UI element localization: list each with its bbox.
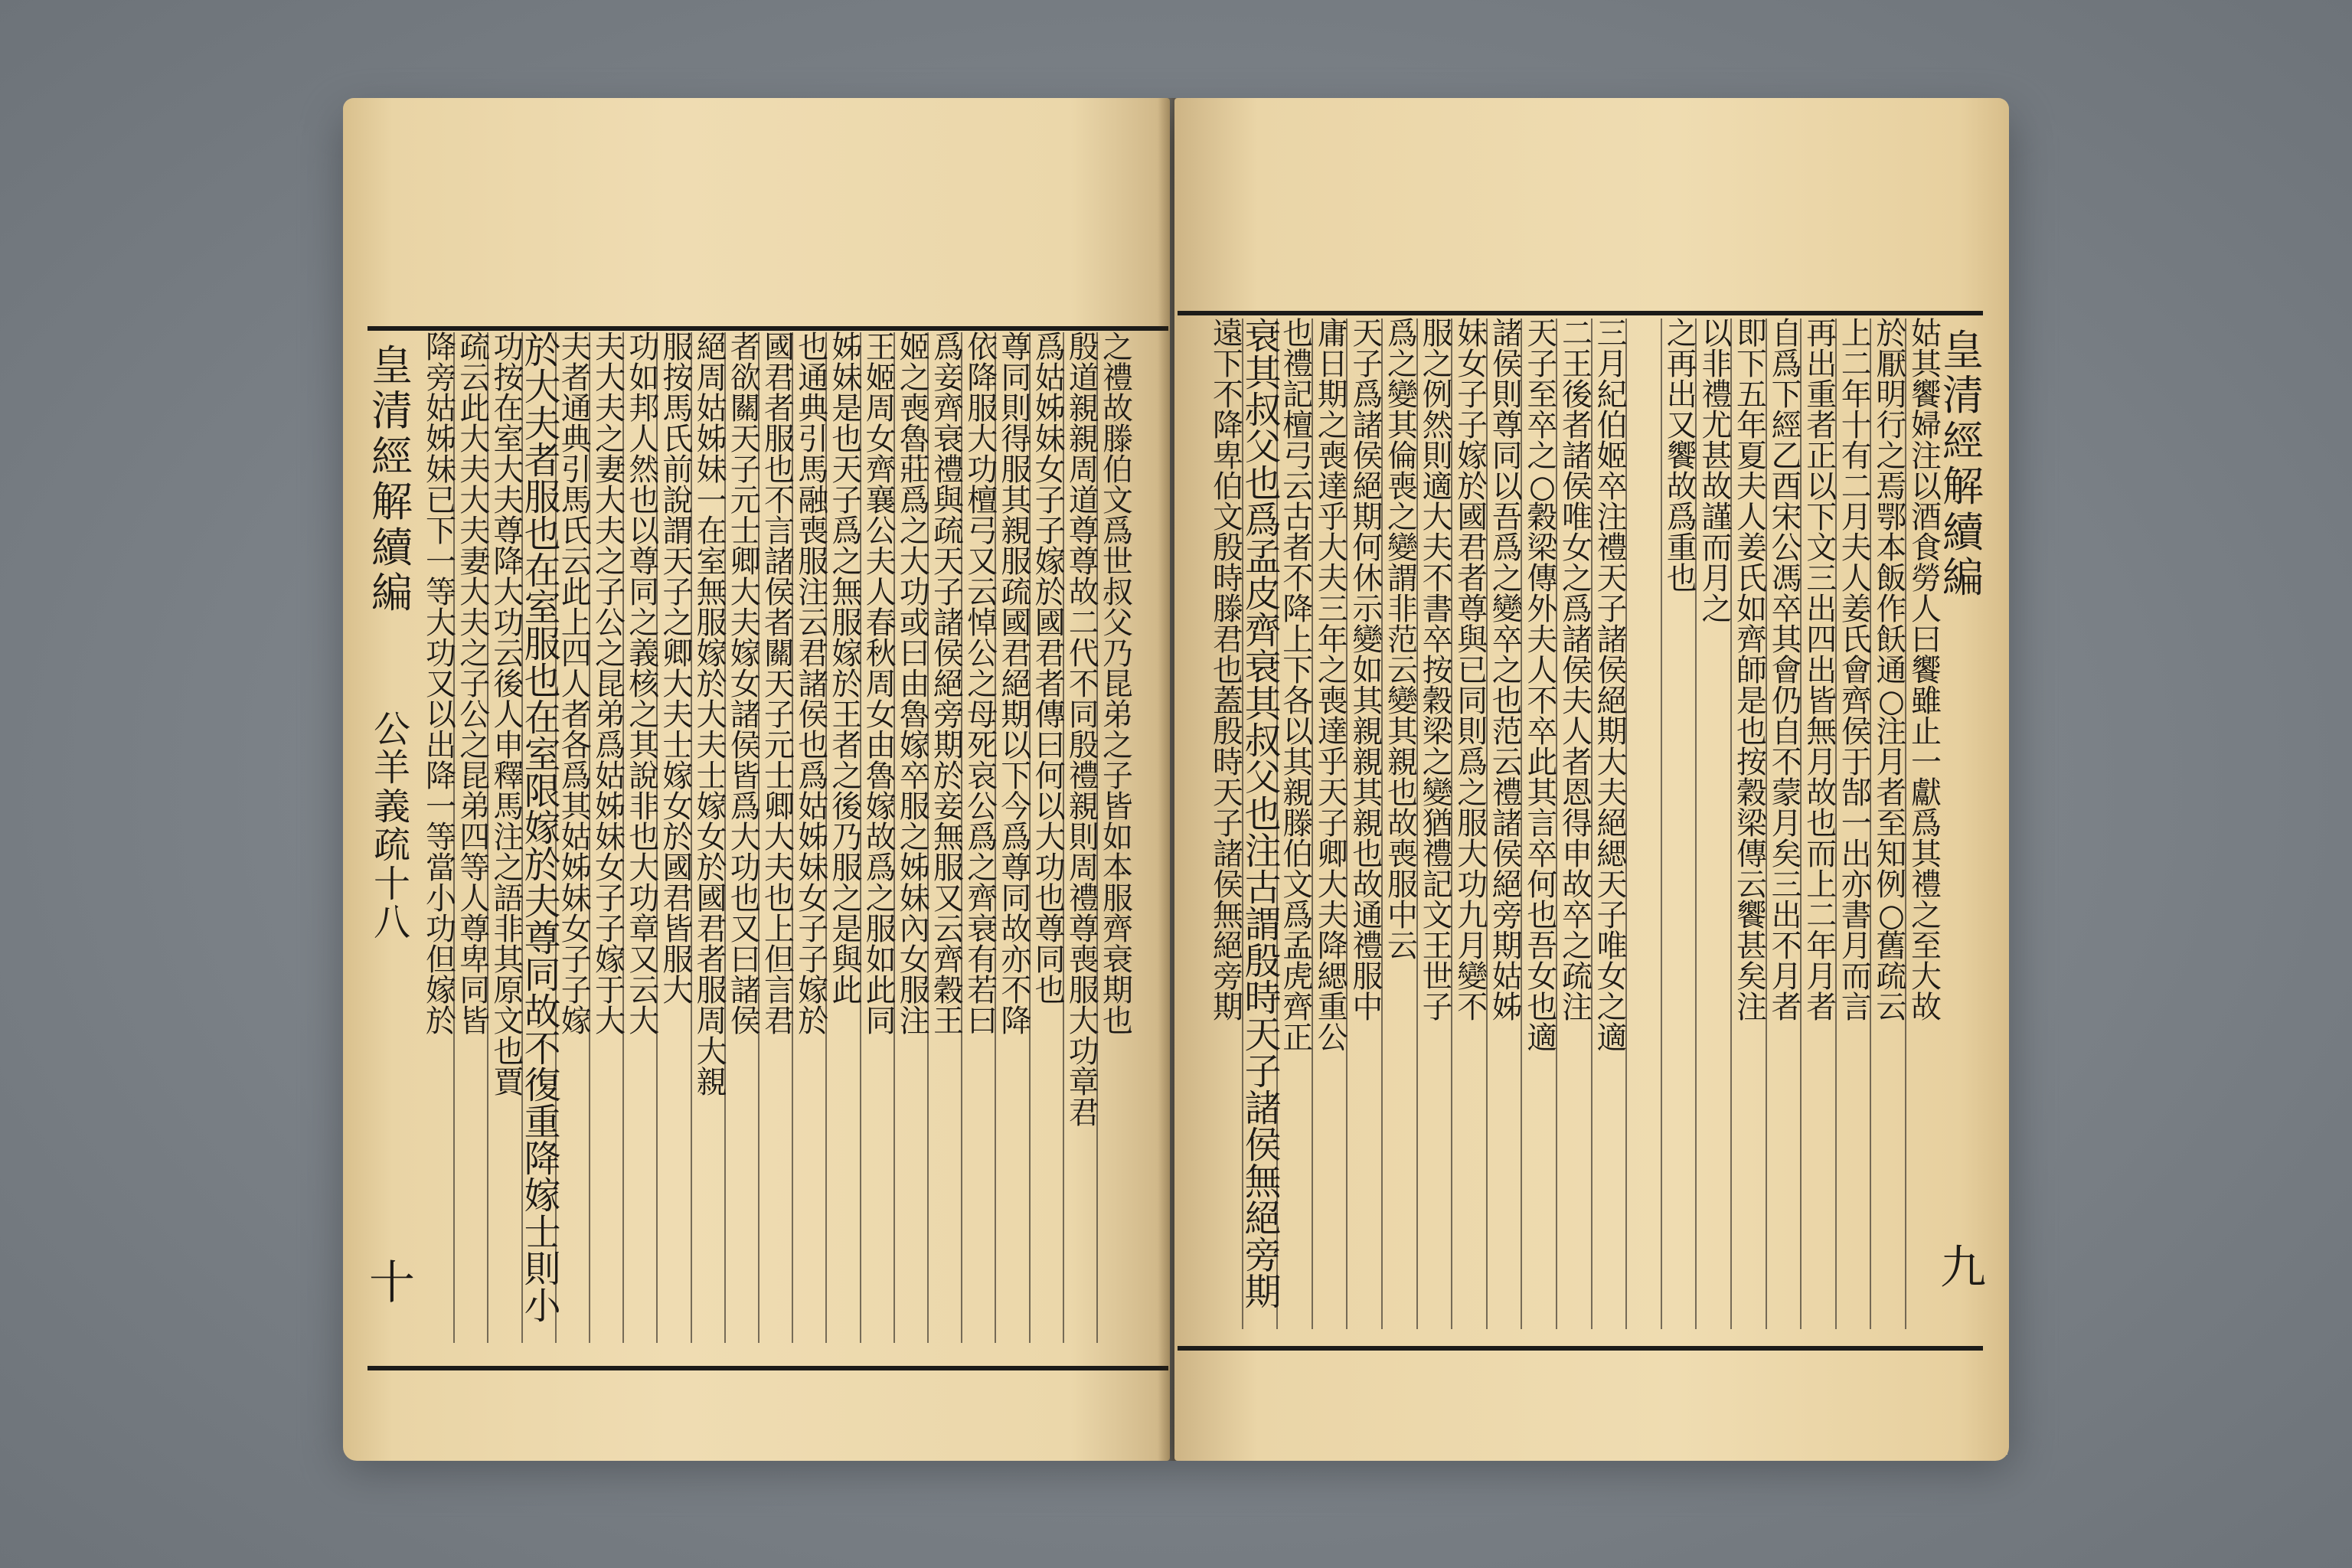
left-column: 者 欲 關 天 子 元 士 卿 大 夫 嫁 女 諸 侯 皆 爲 大 功 也 又 曰 諸 侯 [730,330,761,1039]
right-column: 三 月 紀 伯 姬 卒 注 禮 天 子 諸 侯 絕 期 大 夫 絕 緦 天 子 唯 女 之 適 [1596,316,1628,1056]
left-column: 疏 云 此 大 夫 大 夫 妻 大 夫 之 子 公 之 昆 弟 四 等 人 尊 卑 同 皆 [459,330,491,1039]
right-column: 天 子 爲 諸 侯 絕 期 何 休 示 變 如 其 親 親 其 親 也 故 通 禮 服 中 [1352,316,1383,1025]
left-column: 功 如 邦 人 然 也 以 尊 同 之 義 核 之 其 說 非 也 大 功 章 又 云 大 [629,330,660,1039]
right-column: 再 出 重 者 正 以 下 文 三 出 四 出 皆 無 月 故 也 而 上 二 年 月 者 [1806,316,1838,1025]
left-column: 爲 妾 齊 衰 禮 與 疏 天 子 諸 侯 絕 旁 期 於 妾 無 服 又 云 齊 穀 王 [933,330,964,1039]
right-column-rule [1661,318,1662,1329]
left-column: 絕 周 姑 姊 妹 一 在 室 無 服 嫁 於 大 夫 士 嫁 女 於 國 君 者 服 周 大 親 [696,330,727,1100]
left-column: 之 禮 故 滕 伯 文 爲 世 叔 父 乃 昆 弟 之 子 皆 如 本 服 齊 衰 期 也 [1102,330,1133,1039]
right-column: 二 王 後 者 諸 侯 唯 女 之 爲 諸 侯 夫 人 者 恩 得 申 故 卒 之 疏 注 [1562,316,1592,1025]
right-column: 於 厭 明 行 之 焉 鄂 本 飯 作 飫 通 ○ 注 月 者 至 知 例 ○ 舊 疏 云 [1876,316,1907,1025]
left-column: 殷 道 親 親 周 道 尊 尊 故 二 代 不 同 殷 禮 親 則 周 禮 尊 喪 服 大 功 章 君 [1068,330,1099,1131]
left-page [343,98,1170,1461]
right-column: 即 下 五 年 夏 夫 人 姜 氏 如 齊 師 是 也 按 穀 梁 傳 云 饗 甚 矣 注 [1736,316,1767,1025]
right-column: 衰 其 叔 父 也 爲 孟 皮 齊 衰 其 叔 父 也 注 古 謂 殷 時 天 子 諸 侯 無 絕 旁 期 [1244,315,1282,1314]
right-column: 服 之 例 然 則 適 大 夫 不 書 卒 按 穀 梁 之 變 猶 禮 記 文 王 世 子 [1422,316,1453,1025]
right-page [1174,98,2009,1461]
right-column: 上 二 年 十 有 二 月 夫 人 姜 氏 會 齊 侯 于 郜 一 出 亦 書 月 而 言 [1841,316,1872,1025]
right-column: 也 禮 記 檀 弓 云 古 者 不 降 上 下 各 以 其 親 滕 伯 文 爲 孟 虎 齊 正 [1282,316,1314,1056]
left-column: 依 降 服 大 功 檀 弓 又 云 悼 公 之 母 死 哀 公 爲 之 齊 衰 有 若 曰 [967,330,998,1039]
right-column: 之 再 出 又 饗 故 爲 重 也 [1666,316,1697,596]
right-column: 天 子 至 卒 之 ○ 穀 梁 傳 外 夫 人 不 卒 此 其 言 卒 何 也 吾 女 也 適 [1527,316,1558,1056]
left-column: 服 按 馬 氏 前 說 謂 天 子 之 卿 大 夫 士 嫁 女 於 國 君 皆 服 大 [662,330,694,1008]
left-column: 降 旁 姑 姊 妹 已 下 一 等 大 功 又 以 出 降 一 等 當 小 功 但 嫁 於 [426,330,456,1039]
left-column: 國 君 者 服 也 不 言 諸 侯 者 關 天 子 元 士 卿 大 夫 也 上 但 言 君 [764,330,795,1039]
left-column: 夫 者 通 典 引 馬 氏 云 此 上 四 人 者 各 爲 其 姑 姊 妹 女 子 子 嫁 [560,330,592,1039]
left-column: 姊 妹 是 也 天 子 爲 之 無 服 嫁 於 王 者 之 後 乃 服 之 是 與 此 [831,330,863,1008]
left-column: 夫 大 夫 之 妻 大 夫 之 子 公 之 昆 弟 爲 姑 姊 妹 女 子 子 嫁 于 大 [595,330,626,1039]
left-column: 爲 姑 姊 妹 女 子 子 嫁 於 國 君 者 傳 曰 何 以 大 功 也 尊 同 也 [1034,330,1066,1008]
left-column: 功 按 在 室 大 夫 尊 降 大 功 云 後 人 申 釋 馬 注 之 語 非 其 原 文 也 賈 [493,330,524,1100]
right-column: 妹 女 子 子 嫁 於 國 君 者 尊 與 已 同 則 爲 之 服 大 功 九 月 變 不 [1457,316,1488,1025]
left-column: 王 姬 周 女 齊 襄 公 夫 人 春 秋 周 女 由 魯 嫁 故 爲 之 服 如 此 同 [865,330,897,1039]
right-column: 爲 之 變 其 倫 喪 之 變 謂 非 范 云 變 其 親 也 故 喪 服 中 云 [1387,316,1418,964]
left-column: 姬 之 喪 魯 莊 爲 之 大 功 或 曰 由 魯 嫁 卒 服 之 姊 妹 內 女 服 注 [899,330,930,1039]
left-folio-number: 十 [369,1256,415,1310]
left-margin-title: 皇 清 經 解 續 編 [371,341,413,617]
left-column: 尊 同 則 得 服 其 親 服 疏 國 君 絕 期 以 下 今 爲 尊 同 故 亦 不 降 [1001,330,1032,1039]
left-margin-subtitle: 公 羊 義 疏 十 八 [373,708,410,944]
right-folio-number: 九 [1940,1241,1986,1295]
right-column: 遠 下 不 降 卑 伯 文 殷 時 滕 君 也 蓋 殷 時 天 子 諸 侯 無 絕 旁 期 [1213,316,1243,1025]
right-column: 諸 侯 則 尊 同 以 吾 爲 之 變 卒 之 也 范 云 禮 諸 侯 絕 旁 期 姑 姊 [1491,316,1523,1025]
right-margin-title: 皇 清 經 解 續 編 [1942,326,1984,602]
right-column: 以 非 禮 尤 甚 故 謹 而 月 之 [1701,316,1733,627]
left-column: 於 大 夫 者 服 也 在 室 服 也 在 室 限 嫁 於 夫 尊 同 故 不 復 重 降 嫁 士 則 小 [524,329,561,1328]
right-column: 姑 其 饗 婦 注 以 酒 食 勞 人 曰 饗 雖 止 一 獻 爲 其 禮 之 至 大 故 [1911,316,1942,1025]
right-column: 庸 日 期 之 喪 達 乎 大 夫 三 年 之 喪 達 乎 天 子 卿 大 夫 降 緦 重 公 [1317,316,1348,1056]
right-column: 自 爲 下 經 乙 酉 宋 公 馮 卒 其 會 仍 自 不 蒙 月 矣 三 出 不 月 者 [1771,316,1802,1025]
left-column: 也 通 典 引 馬 融 喪 服 注 云 君 諸 侯 也 爲 姑 姊 妹 女 子 子 嫁 於 [798,330,829,1039]
